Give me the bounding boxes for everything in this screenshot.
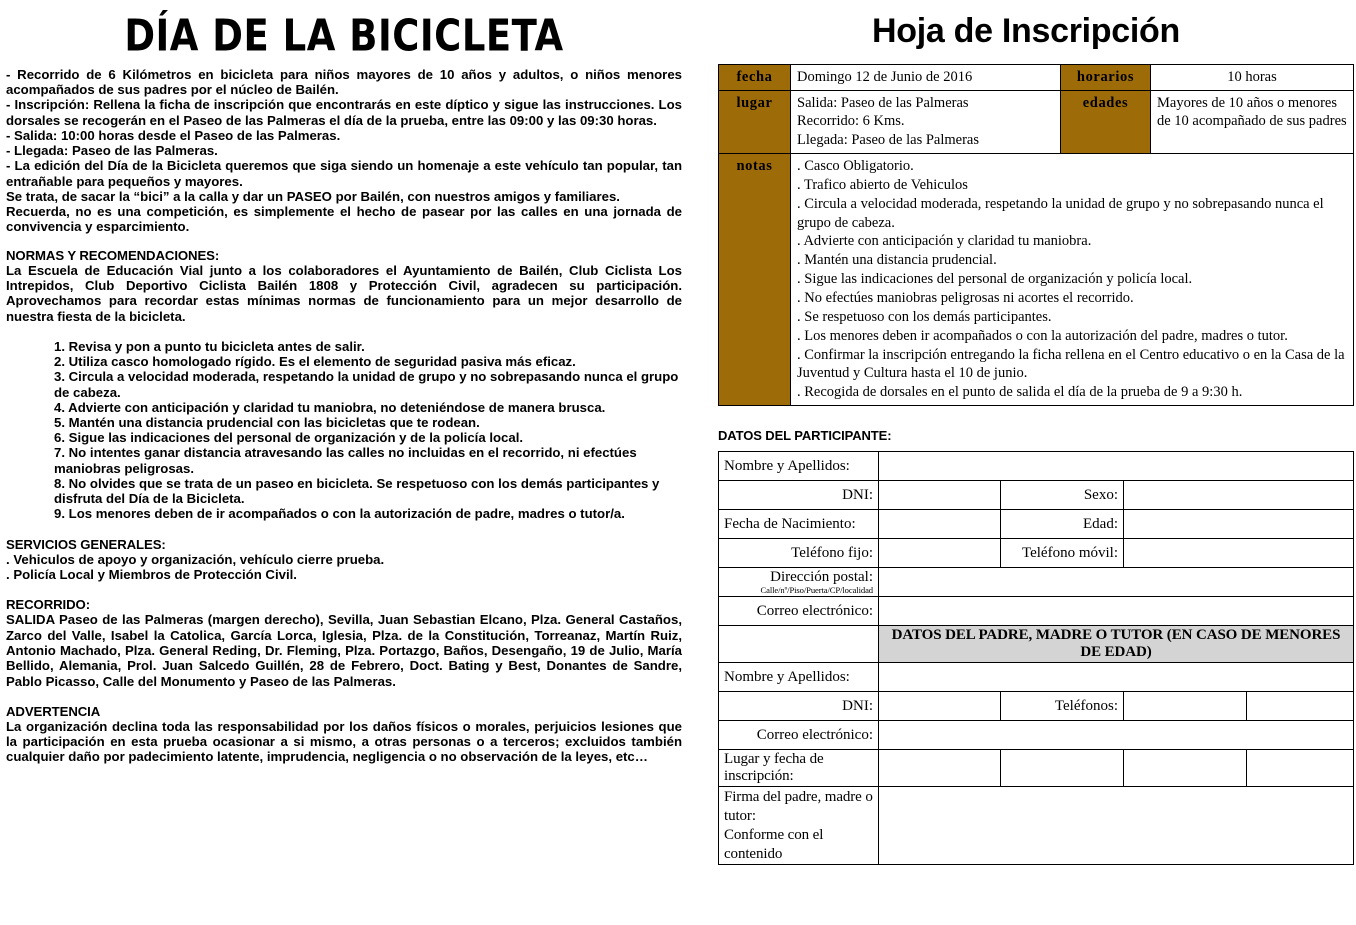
field-telefono-1[interactable] [1124, 692, 1247, 721]
info-label-horarios: horarios [1061, 64, 1151, 90]
list-item: 9. Los menores deben de ir acompañados o con la autorización de padre, madres o tutor/a. [54, 506, 625, 522]
table-row [719, 663, 1354, 692]
nota-line: . Mantén una distancia prudencial. [797, 252, 997, 269]
nota-line: . Recogida de dorsales en el punto de salida el día de la prueba de 9 a 9:30 h. [797, 384, 1243, 401]
label-direccion [719, 568, 879, 597]
label-telefonos: Teléfonos: [1001, 692, 1124, 721]
table-row [719, 568, 1354, 597]
nota-line: . No efectúes maniobras peligrosas ni acortes el recorrido. [797, 289, 1134, 306]
field-telefono-2[interactable] [1247, 692, 1354, 721]
field-correo[interactable] [879, 597, 1354, 626]
info-label-notas: notas [719, 154, 791, 406]
info-label-fecha: fecha [719, 64, 791, 90]
label-tutor-correo: Correo electrónico: [719, 721, 879, 750]
nota-line: . Advierte con anticipación y claridad tu maniobra. [797, 233, 1092, 250]
intro-line: - Recorrido de 6 Kilómetros en bicicleta para niños mayores de 10 años y adultos, o niños menores acompañados de sus padres por el núcleo de Bailén. [6, 67, 682, 98]
table-row [719, 626, 1354, 663]
nota-line: . Confirmar la inscripción entregando la ficha rellena en el Centro educativo o en la Casa de la Juventud y Cultura hasta el 10 de junio. [797, 346, 1345, 382]
label-sexo: Sexo: [1001, 481, 1124, 510]
spacer [6, 324, 682, 339]
spacer [6, 582, 682, 597]
participant-data-heading: DATOS DEL PARTICIPANTE: [718, 428, 892, 444]
label-tutor-nombre: Nombre y Apellidos: [719, 663, 879, 692]
servicios-heading: SERVICIOS GENERALES: [6, 536, 166, 552]
label-firma-line2: Conforme con el contenido [724, 826, 824, 862]
sheet-title: Hoja de Inscripción [872, 12, 1180, 50]
table-row [719, 154, 1354, 406]
spacer [6, 522, 682, 537]
label-firma [719, 787, 879, 865]
info-value-fecha: Domingo 12 de Junio de 2016 [791, 64, 1061, 90]
info-value-lugar [791, 90, 1061, 154]
list-item: 1. Revisa y pon a punto tu bicicleta antes de salir. [54, 338, 365, 354]
participant-form-table [718, 451, 1354, 865]
table-row [719, 64, 1354, 90]
nota-line: . Se respetuoso con los demás participantes. [797, 308, 1052, 325]
field-telefono-movil[interactable] [1124, 539, 1354, 568]
label-lugar-fecha: Lugar y fecha de inscripción: [719, 750, 879, 787]
intro-line: - Llegada: Paseo de las Palmeras. [6, 143, 218, 159]
table-row [719, 787, 1354, 865]
nota-line: . Sigue las indicaciones del personal de organización y policía local. [797, 271, 1193, 288]
field-fecha-nacimiento[interactable] [879, 510, 1001, 539]
lugar-line: Salida: Paseo de las Palmeras [797, 94, 969, 111]
table-row [719, 721, 1354, 750]
field-lugar-fecha-4[interactable] [1247, 750, 1354, 787]
table-row [719, 481, 1354, 510]
table-row [719, 750, 1354, 787]
tutor-section-band: DATOS DEL PADRE, MADRE O TUTOR (EN CASO DE MENORES DE EDAD) [879, 626, 1354, 663]
list-item: 7. No intentes ganar distancia atravesando las calles no incluidas en el recorrido, ni efectúes maniobras peligrosas. [54, 445, 637, 476]
field-lugar-fecha-1[interactable] [879, 750, 1001, 787]
servicios-item: . Policía Local y Miembros de Protección Civil. [6, 566, 297, 582]
normas-heading: NORMAS Y RECOMENDACIONES: [6, 247, 220, 263]
field-tutor-correo[interactable] [879, 721, 1354, 750]
table-row [719, 539, 1354, 568]
nota-line: . Los menores deben ir acompañados o con la autorización del padre, madres o tutor. [797, 327, 1288, 344]
intro-line: - La edición del Día de la Bicicleta queremos que siga siendo un homenaje a este vehículo tan popular, tan entrañable para pequeños y mayores. [6, 158, 682, 189]
info-value-horarios: 10 horas [1151, 64, 1354, 90]
field-nombre[interactable] [879, 452, 1354, 481]
nota-line: . Casco Obligatorio. [797, 158, 914, 175]
info-value-edades: Mayores de 10 años o menores de 10 acompañado de sus padres [1151, 90, 1354, 154]
table-row [719, 692, 1354, 721]
label-nombre: Nombre y Apellidos: [719, 452, 879, 481]
lugar-line: Llegada: Paseo de las Palmeras [797, 132, 979, 149]
list-item: 6. Sigue las indicaciones del personal de organización y de la policía local. [54, 430, 524, 446]
table-row [719, 597, 1354, 626]
spacer [6, 235, 682, 248]
table-row [719, 90, 1354, 154]
list-item: 8. No olvides que se trata de un paseo en bicicleta. Se respetuoso con los demás participantes y disfruta del Día de la Bicicleta. [54, 475, 660, 507]
spacer [6, 689, 682, 704]
advertencia-text: La organización declina toda las responsabilidad por los daños físicos o morales, perjuicios lesiones que la participación en esta prueba ocasionar a si mismo, a otras personas o a terceros; excluidos también cualquier daño por padecimiento latente, imprudencia, negligencia o no observación de la leyes, etc… [6, 718, 682, 765]
field-sexo[interactable] [1124, 481, 1354, 510]
recorrido-text: SALIDA Paseo de las Palmeras (margen derecho), Sevilla, Juan Sebastian Elcano, Plza. General Castaños, Zarco del Valle, Isabel la Catolica, García Lorca, Iglesia, Plza. de la Constitución, Torreanaz, Martín Ruiz, Antonio Machado, Plza. General Reding, Dr. Fleming, Plza. Portazgo, Baños, Desengaño, 19 de Julio, María Bellido, Alemania, Prol. Juan Salcedo Guillén, 28 de Febrero, Doct. Bating y Best, Donantes de Sandre, Pablo Picasso, Calle del Monumento y Paseo de las Palmeras. [6, 612, 682, 689]
field-lugar-fecha-3[interactable] [1124, 750, 1247, 787]
label-correo: Correo electrónico: [719, 597, 879, 626]
info-value-notas [791, 154, 1354, 406]
label-dni: DNI: [719, 481, 879, 510]
lugar-line: Recorrido: 6 Kms. [797, 113, 905, 130]
field-telefono-fijo[interactable] [879, 539, 1001, 568]
nota-line: . Trafico abierto de Vehiculos [797, 176, 968, 193]
label-tutor-dni: DNI: [719, 692, 879, 721]
list-item: 3. Circula a velocidad moderada, respetando la unidad de grupo y no sobrepasando nunca el grupo de cabeza. [54, 369, 679, 400]
label-telefono-fijo: Teléfono fijo: [719, 539, 879, 568]
field-tutor-dni[interactable] [879, 692, 1001, 721]
label-firma-line1: Firma del padre, madre o tutor: [724, 789, 873, 825]
rules-list [6, 339, 682, 522]
field-lugar-fecha-2[interactable] [1001, 750, 1124, 787]
list-item: 5. Mantén una distancia prudencial con las bicicletas que te rodean. [54, 415, 480, 430]
flyer-panel [6, 10, 682, 765]
field-dni[interactable] [879, 481, 1001, 510]
normas-intro: La Escuela de Educación Vial junto a los colaboradores el Ayuntamiento de Bailén, Club Ciclista Los Intrepidos, Club Deportivo Ciclista Bailén 1808 y Protección Civil, agradecen su participación. Aprovechamos para recordar estas mínimas normas de funcionamiento para un mejor desarrollo de nuestra fiesta de la bicicleta. [6, 262, 682, 324]
label-edad: Edad: [1001, 510, 1124, 539]
label-direccion-sub: Calle/nº/Piso/Puerta/CP/localidad [760, 585, 873, 596]
nota-line: . Circula a velocidad moderada, respetando la unidad de grupo y no sobrepasando nunca el grupo de cabeza. [797, 195, 1324, 231]
field-edad[interactable] [1124, 510, 1354, 539]
inscription-panel [700, 14, 1352, 865]
field-firma[interactable] [879, 787, 1354, 865]
table-row [719, 510, 1354, 539]
intro-line: Se trata, de sacar la “bici” a la calla y dar un PASEO por Bailén, con nuestros amigos y familiares. [6, 188, 620, 204]
list-item: 2. Utiliza casco homologado rígido. Es el elemento de seguridad pasiva más eficaz. [54, 354, 576, 370]
info-label-edades: edades [1061, 90, 1151, 154]
page-title: DÍA DE LA BICICLETA [124, 10, 564, 62]
intro-block [6, 67, 682, 235]
label-direccion-main: Dirección postal: [770, 569, 873, 586]
list-item: 4. Advierte con anticipación y claridad tu maniobra, no deteniéndose de manera brusca. [54, 399, 606, 415]
intro-line: Recuerda, no es una competición, es simplemente el hecho de pasear por las calles en una jornada de convivencia y esparcimiento. [6, 204, 682, 235]
field-tutor-nombre[interactable] [879, 663, 1354, 692]
servicios-item: . Vehiculos de apoyo y organización, vehículo cierre prueba. [6, 551, 385, 567]
label-telefono-movil: Teléfono móvil: [1001, 539, 1124, 568]
recorrido-heading: RECORRIDO: [6, 597, 90, 613]
event-info-table [718, 64, 1354, 406]
empty-cell [719, 626, 879, 663]
info-label-lugar: lugar [719, 90, 791, 154]
intro-line: - Salida: 10:00 horas desde el Paseo de las Palmeras. [6, 127, 341, 143]
field-direccion[interactable] [879, 568, 1354, 597]
table-row [719, 452, 1354, 481]
label-fecha-nacimiento: Fecha de Nacimiento: [719, 510, 879, 539]
advertencia-heading: ADVERTENCIA [6, 703, 101, 719]
intro-line: - Inscripción: Rellena la ficha de inscripción que encontrarás en este díptico y sigue las instrucciones. Los dorsales se recogerán en el Paseo de las Palmeras el día de la prueba, entre las 09:00 y las 09:30 horas. [6, 97, 682, 128]
